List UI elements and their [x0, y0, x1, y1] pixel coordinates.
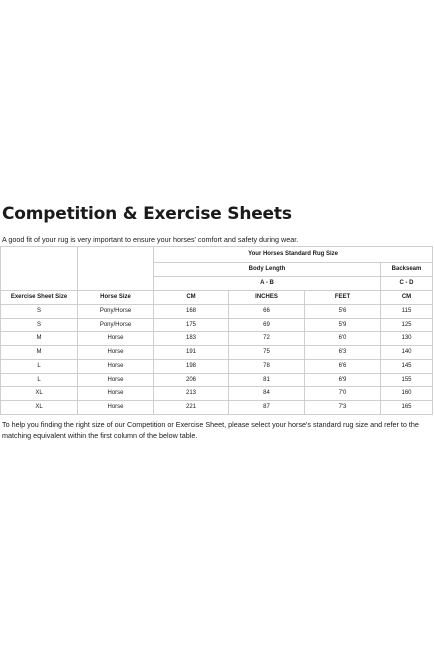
table-cell: 84: [229, 387, 305, 401]
table-row: [1, 346, 433, 360]
table-column-header-row: [1, 291, 433, 305]
table-cell: Horse: [78, 359, 154, 373]
table-row: [1, 387, 433, 401]
table-cell: 115: [381, 305, 433, 319]
table-cell: Horse: [78, 332, 154, 346]
group-header: Your Horses Standard Rug Size: [154, 247, 433, 263]
table-cell: 5'6: [305, 305, 381, 319]
body-length-points: A - B: [154, 277, 381, 291]
table-cell: 155: [381, 373, 433, 387]
table-cell: 140: [381, 346, 433, 360]
table-cell: Horse: [78, 373, 154, 387]
column-header: FEET: [305, 291, 381, 305]
table-cell: 66: [229, 305, 305, 319]
column-header: INCHES: [229, 291, 305, 305]
column-header: Exercise Sheet Size: [1, 291, 78, 305]
table-cell: 145: [381, 359, 433, 373]
table-cell: 5'9: [305, 318, 381, 332]
table-cell: 72: [229, 332, 305, 346]
table-cell: L: [1, 373, 78, 387]
header-blank-cell: [1, 247, 78, 291]
table-cell: S: [1, 318, 78, 332]
table-row: [1, 305, 433, 319]
column-header: CM: [381, 291, 433, 305]
table-row: [1, 359, 433, 373]
header-blank-cell: [78, 247, 154, 291]
size-table: [0, 246, 433, 415]
table-cell: 213: [154, 387, 229, 401]
column-header: Horse Size: [78, 291, 154, 305]
body-length-header: Body Length: [154, 263, 381, 277]
table-cell: 160: [381, 387, 433, 401]
table-cell: 6'9: [305, 373, 381, 387]
table-row: [1, 332, 433, 346]
table-row: [1, 373, 433, 387]
table-cell: M: [1, 332, 78, 346]
table-cell: L: [1, 359, 78, 373]
table-cell: 165: [381, 400, 433, 414]
table-cell: 69: [229, 318, 305, 332]
intro-text: A good fit of your rug is very important to ensure your horses' comfort and safety during wear.: [2, 235, 299, 244]
table-cell: M: [1, 346, 78, 360]
table-cell: Pony/Horse: [78, 318, 154, 332]
table-cell: 130: [381, 332, 433, 346]
table-cell: 6'6: [305, 359, 381, 373]
table-cell: XL: [1, 387, 78, 401]
table-cell: XL: [1, 400, 78, 414]
page-title: Competition & Exercise Sheets: [2, 204, 292, 224]
table-cell: 206: [154, 373, 229, 387]
table-row: [1, 400, 433, 414]
table-cell: 168: [154, 305, 229, 319]
table-cell: 87: [229, 400, 305, 414]
table-cell: 75: [229, 346, 305, 360]
table-cell: 221: [154, 400, 229, 414]
table-cell: 183: [154, 332, 229, 346]
table-cell: 81: [229, 373, 305, 387]
table-cell: 78: [229, 359, 305, 373]
table-cell: 125: [381, 318, 433, 332]
table-cell: Horse: [78, 387, 154, 401]
table-cell: S: [1, 305, 78, 319]
table-cell: Pony/Horse: [78, 305, 154, 319]
table-cell: 175: [154, 318, 229, 332]
column-header: CM: [154, 291, 229, 305]
table-cell: 191: [154, 346, 229, 360]
table-cell: 7'3: [305, 400, 381, 414]
table-cell: Horse: [78, 400, 154, 414]
table-cell: Horse: [78, 346, 154, 360]
table-header-row-group: [1, 247, 433, 263]
outro-text: To help you finding the right size of our Competition or Exercise Sheet, please select your horse's standard rug size and refer to the matching equivalent within the first column of the below table.: [2, 420, 419, 440]
backseam-points: C - D: [381, 277, 433, 291]
table-cell: 7'0: [305, 387, 381, 401]
backseam-header: Backseam: [381, 263, 433, 277]
table-cell: 6'0: [305, 332, 381, 346]
table-cell: 198: [154, 359, 229, 373]
table-row: [1, 318, 433, 332]
table-cell: 6'3: [305, 346, 381, 360]
